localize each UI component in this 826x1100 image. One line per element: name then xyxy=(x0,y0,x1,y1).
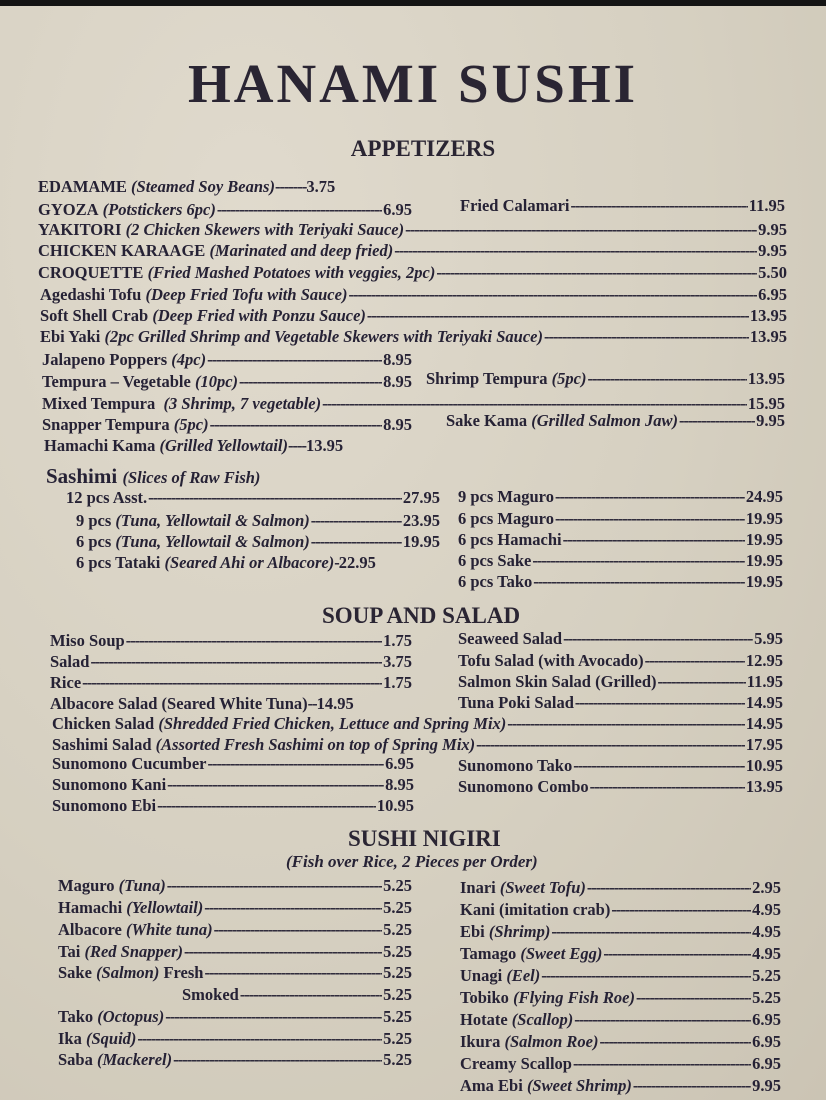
menu-item: Chicken Salad (Shredded Fried Chicken, Lettuce and Spring Mix) ----- 14.95 xyxy=(52,713,783,735)
menu-item: Hamachi (Yellowtail) ----- 5.25 xyxy=(58,897,412,919)
menu-item: 12 pcs Asst. ----- 27.95 xyxy=(66,487,440,509)
nigiri-heading: SUSHI NIGIRI xyxy=(348,826,501,851)
menu-item: Creamy Scallop ----- 6.95 xyxy=(460,1053,781,1075)
menu-item: Sake Kama (Grilled Salmon Jaw) ----- 9.95 xyxy=(446,410,785,432)
menu-item: Kani (imitation crab) ----- 4.95 xyxy=(460,899,781,921)
menu-item: CHICKEN KARAAGE (Marinated and deep fried) ----- 9.95 xyxy=(38,240,787,262)
menu-item: Snapper Tempura (5pc) ----- 8.95 xyxy=(42,414,412,436)
menu-item: Salmon Skin Salad (Grilled) ----- 11.95 xyxy=(458,671,783,693)
menu-item: Mixed Tempura (3 Shrimp, 7 vegetable) ----- 15.95 xyxy=(42,393,785,415)
menu-item: Ebi Yaki (2pc Grilled Shrimp and Vegetable Skewers with Teriyaki Sauce) ----- 13.95 xyxy=(40,326,787,348)
menu-item: Sake (Salmon) Fresh ----- 5.25 xyxy=(58,962,412,984)
menu-item: EDAMAME (Steamed Soy Beans) ------- 3.75 xyxy=(38,177,336,196)
menu-item: Salad ----- 3.75 xyxy=(50,651,412,673)
menu-item: YAKITORI (2 Chicken Skewers with Teriyaki Sauce) ----- 9.95 xyxy=(38,219,787,241)
menu-item: Seaweed Salad ----- 5.95 xyxy=(458,628,783,650)
restaurant-title: HANAMI SUSHI xyxy=(187,53,639,114)
menu-item: Miso Soup ----- 1.75 xyxy=(50,630,412,652)
menu-item: 6 pcs (Tuna, Yellowtail & Salmon) ----- 19.95 xyxy=(76,531,440,553)
menu-item: 6 pcs Tataki (Seared Ahi or Albacore) - 22.95 xyxy=(76,553,376,572)
menu-item: Soft Shell Crab (Deep Fried with Ponzu Sauce) ----- 13.95 xyxy=(40,305,787,327)
menu-item: Shrimp Tempura (5pc) ----- 13.95 xyxy=(426,368,785,390)
menu-item: Fried Calamari ----- 11.95 xyxy=(460,195,785,217)
menu-item: Tobiko (Flying Fish Roe) ----- 5.25 xyxy=(460,987,781,1009)
menu-item: Jalapeno Poppers (4pc) ----- 8.95 xyxy=(42,349,412,371)
menu-item: CROQUETTE (Fried Mashed Potatoes with veggies, 2pc) ----- 5.50 xyxy=(38,262,787,284)
menu-item: 6 pcs Hamachi ----- 19.95 xyxy=(458,529,783,551)
menu-item: Tamago (Sweet Egg) ----- 4.95 xyxy=(460,943,781,965)
menu-item: Agedashi Tofu (Deep Fried Tofu with Sauce) ----- 6.95 xyxy=(40,284,787,306)
menu-item: Saba (Mackerel) ----- 5.25 xyxy=(58,1049,412,1071)
menu-item: Tai (Red Snapper) ----- 5.25 xyxy=(58,941,412,963)
menu-item: Tempura – Vegetable (10pc) ----- 8.95 xyxy=(42,371,412,393)
menu-item: Sunomono Cucumber ----- 6.95 xyxy=(52,753,414,775)
menu-item: Tako (Octopus) ----- 5.25 xyxy=(58,1006,412,1028)
menu-item: Sashimi Salad (Assorted Fresh Sashimi on top of Spring Mix) ----- 17.95 xyxy=(52,734,783,756)
menu-item: Ebi (Shrimp) ----- 4.95 xyxy=(460,921,781,943)
menu-item: Smoked ----- 5.25 xyxy=(182,984,412,1006)
menu-item: Albacore Salad (Seared White Tuna) -- 14.95 xyxy=(50,694,354,713)
menu-item: Ikura (Salmon Roe) ----- 6.95 xyxy=(460,1031,781,1053)
sashimi-heading: Sashimi (Slices of Raw Fish) xyxy=(46,464,261,488)
nigiri-subtitle: (Fish over Rice, 2 Pieces per Order) xyxy=(286,852,538,871)
menu-item: Rice ----- 1.75 xyxy=(50,672,412,694)
menu-item: Ama Ebi (Sweet Shrimp) ----- 9.95 xyxy=(460,1075,781,1097)
menu-item: Tuna Poki Salad ----- 14.95 xyxy=(458,692,783,714)
top-edge-bar xyxy=(0,0,826,6)
menu-item: 9 pcs (Tuna, Yellowtail & Salmon) ----- 23.95 xyxy=(76,510,440,532)
menu-item: Hotate (Scallop) ----- 6.95 xyxy=(460,1009,781,1031)
menu-item: Albacore (White tuna) ----- 5.25 xyxy=(58,919,412,941)
menu-item: Sunomono Tako ----- 10.95 xyxy=(458,755,783,777)
soup-salad-heading: SOUP AND SALAD xyxy=(322,603,521,628)
menu-item: Tofu Salad (with Avocado) ----- 12.95 xyxy=(458,650,783,672)
appetizers-heading: APPETIZERS xyxy=(350,136,496,161)
menu-item: Sunomono Ebi ----- 10.95 xyxy=(52,795,414,817)
menu-item: 6 pcs Maguro ----- 19.95 xyxy=(458,508,783,530)
menu-item: Hamachi Kama (Grilled Yellowtail) ---- 13.95 xyxy=(44,436,344,455)
menu-item: Sunomono Combo ----- 13.95 xyxy=(458,776,783,798)
menu-item: GYOZA (Potstickers 6pc) ----- 6.95 xyxy=(38,199,412,221)
menu-item: Unagi (Eel) ----- 5.25 xyxy=(460,965,781,987)
menu-item: 6 pcs Sake ----- 19.95 xyxy=(458,550,783,572)
menu-item: Sunomono Kani ----- 8.95 xyxy=(52,774,414,796)
menu-item: Inari (Sweet Tofu) ----- 2.95 xyxy=(460,877,781,899)
menu-item: 9 pcs Maguro ----- 24.95 xyxy=(458,486,783,508)
menu-item: 6 pcs Tako ----- 19.95 xyxy=(458,571,783,593)
menu-item: Maguro (Tuna) ----- 5.25 xyxy=(58,875,412,897)
menu-item: Ika (Squid) ----- 5.25 xyxy=(58,1028,412,1050)
